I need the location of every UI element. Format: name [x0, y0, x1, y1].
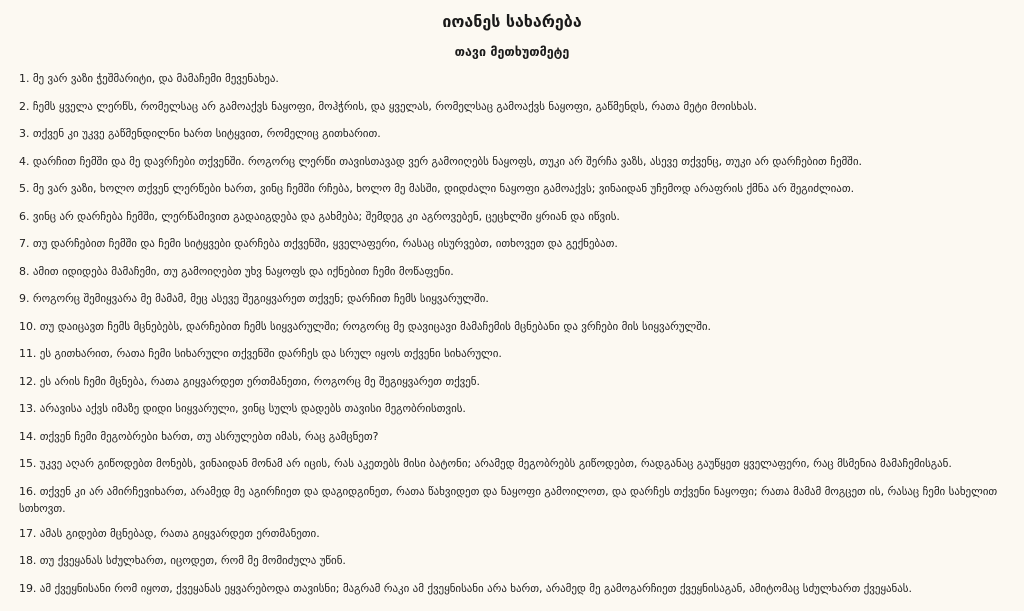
- verse-15: [19, 455, 1009, 472]
- verse-19: [19, 580, 1009, 597]
- verse-8: [19, 263, 1009, 280]
- verse-7: [19, 235, 1009, 252]
- verse-9: [19, 290, 1009, 307]
- verse-text: თუ დარჩებით ჩემში და ჩემი სიტყვები დარჩება თქვენში, ყველაფერი, რასაც ისურვებთ, ითხოვეთ და გექნებათ.: [32, 237, 618, 250]
- verse-4: [19, 153, 1009, 170]
- verse-number: 8.: [19, 264, 30, 278]
- verse-text: ეს გითხარით, რათა ჩემი სიხარული თქვენში დარჩეს და სრულ იყოს თქვენი სიხარული.: [39, 347, 502, 360]
- verse-text: ეს არის ჩემი მცნება, რათა გიყვარდეთ ერთმანეთი, როგორც მე შეგიყვარეთ თქვენ.: [39, 374, 480, 388]
- verse-text: ამას გიდებთ მცნებად, რათა გიყვარდეთ ერთმანეთი.: [39, 526, 320, 540]
- verse-17: [19, 525, 1009, 542]
- verse-5: [19, 180, 1009, 197]
- verse-11: [19, 345, 1009, 362]
- verse-number: 19.: [19, 581, 37, 595]
- verse-text: თუ დაიცავთ ჩემს მცნებებს, დარჩებით ჩემს სიყვარულში; როგორც მე დავიცავი მამაჩემის მცნებანი და ვრჩები მის სიყვარულში.: [39, 319, 711, 333]
- verse-text: ჩემს ყველა ლერწს, რომელსაც არ გამოაქვს ნაყოფი, მოჰჭრის, და ყველას, რომელსაც გამოაქვს ნაყოფი, გაწმენდს, რათა მეტი მოისხას.: [32, 99, 757, 113]
- verse-number: 9.: [19, 292, 30, 305]
- verse-number: 12.: [19, 374, 37, 388]
- verse-3: [19, 125, 1009, 142]
- verse-text: თქვენ ჩემი მეგობრები ხართ, თუ ასრულებთ იმას, რაც გამცნეთ?: [39, 429, 379, 443]
- verse-number: 2.: [19, 99, 30, 113]
- verse-6: [19, 208, 1009, 225]
- verse-number: 4.: [19, 154, 30, 168]
- verse-list: [19, 70, 1009, 607]
- verse-12: [19, 373, 1009, 390]
- verse-number: 1.: [19, 72, 30, 85]
- verse-number: 6.: [19, 209, 30, 223]
- verse-text: თუ ქვეყანას სძულხართ, იცოდეთ, რომ მე მომიძულა უწინ.: [39, 554, 346, 567]
- verse-text: როგორც შემიყვარა მე მამამ, მეც ასევე შეგიყვარეთ თქვენ; დარჩით ჩემს სიყვარულში.: [32, 292, 489, 305]
- verse-text: მე ვარ ვაზი, ხოლო თქვენ ლერწები ხართ, ვინც ჩემში რჩება, ხოლო მე მასში, დიდძალი ნაყოფი გამოაქვს; ვინაიდან უჩემოდ არაფრის ქმნა არ შეგიძლიათ.: [32, 182, 855, 195]
- verse-number: 15.: [19, 457, 37, 470]
- verse-number: 7.: [19, 237, 30, 250]
- verse-14: [19, 428, 1009, 445]
- verse-text: ვინც არ დარჩება ჩემში, ლერწამივით გადაიგდება და გახმება; შემდეგ კი აგროვებენ, ცეცხლში ყრიან და იწვის.: [32, 209, 620, 223]
- verse-number: 5.: [19, 182, 30, 195]
- verse-16: [19, 483, 1009, 517]
- verse-18: [19, 552, 1009, 569]
- verse-text: ამ ქვეყნისანი რომ იყოთ, ქვეყანას ეყვარებოდა თავისნი; მაგრამ რაკი ამ ქვეყნისანი არა ხართ, არამედ მე გამოგარჩიეთ ქვეყნისაგან, ამიტომაც სძულხართ ქვეყანას.: [39, 581, 912, 595]
- verse-number: 16.: [19, 484, 37, 498]
- verse-text: უკვე აღარ გიწოდებთ მონებს, ვინაიდან მონამ არ იცის, რას აკეთებს მისი ბატონი; არამედ მეგობრებს გიწოდებთ, რადგანაც გაუწყეთ ყველაფერი, რაც მსმენია მამაჩემისგან.: [39, 457, 952, 470]
- verse-2: [19, 98, 1009, 115]
- verse-number: 18.: [19, 554, 37, 567]
- verse-13: [19, 400, 1009, 417]
- verse-number: 13.: [19, 402, 37, 415]
- verse-number: 17.: [19, 526, 37, 540]
- verse-text: ამით იდიდება მამაჩემი, თუ გამოიღებთ უხვ ნაყოფს და იქნებით ჩემი მოწაფენი.: [32, 264, 454, 278]
- verse-1: [19, 70, 1009, 87]
- chapter-heading: თავი მეთხუთმეტე: [454, 44, 570, 59]
- verse-text: თქვენ კი უკვე გაწმენდილნი ხართ სიტყვით, რომელიც გითხარით.: [32, 127, 381, 140]
- verse-number: 3.: [19, 127, 30, 140]
- verse-text: დარჩით ჩემში და მე დავრჩები თქვენში. როგორც ლერწი თავისთავად ვერ გამოიღებს ნაყოფს, თუკი არ შერჩა ვაზს, ასევე თქვენც, თუკი არ დარჩებით ჩემში.: [32, 154, 862, 168]
- verse-number: 14.: [19, 429, 37, 443]
- verse-text: არავისა აქვს იმაზე დიდი სიყვარული, ვინც სულს დადებს თავისი მეგობრისთვის.: [39, 402, 466, 415]
- verse-text: მე ვარ ვაზი ჭეშმარიტი, და მამაჩემი მევენახეა.: [32, 72, 279, 85]
- verse-number: 11.: [19, 347, 37, 360]
- verse-10: [19, 318, 1009, 335]
- verse-text: თქვენ კი არ ამირჩევიხართ, არამედ მე აგირჩიეთ და დაგიდგინეთ, რათა წახვიდეთ და ნაყოფი გამოილოთ, და დარჩეს თქვენი ნაყოფი; რათა მამამ მოგცეთ ის, რასაც ჩემი სახელით სთხოვთ.: [19, 484, 998, 515]
- document-title: იოანეს სახარება: [442, 12, 582, 31]
- verse-number: 10.: [19, 319, 37, 333]
